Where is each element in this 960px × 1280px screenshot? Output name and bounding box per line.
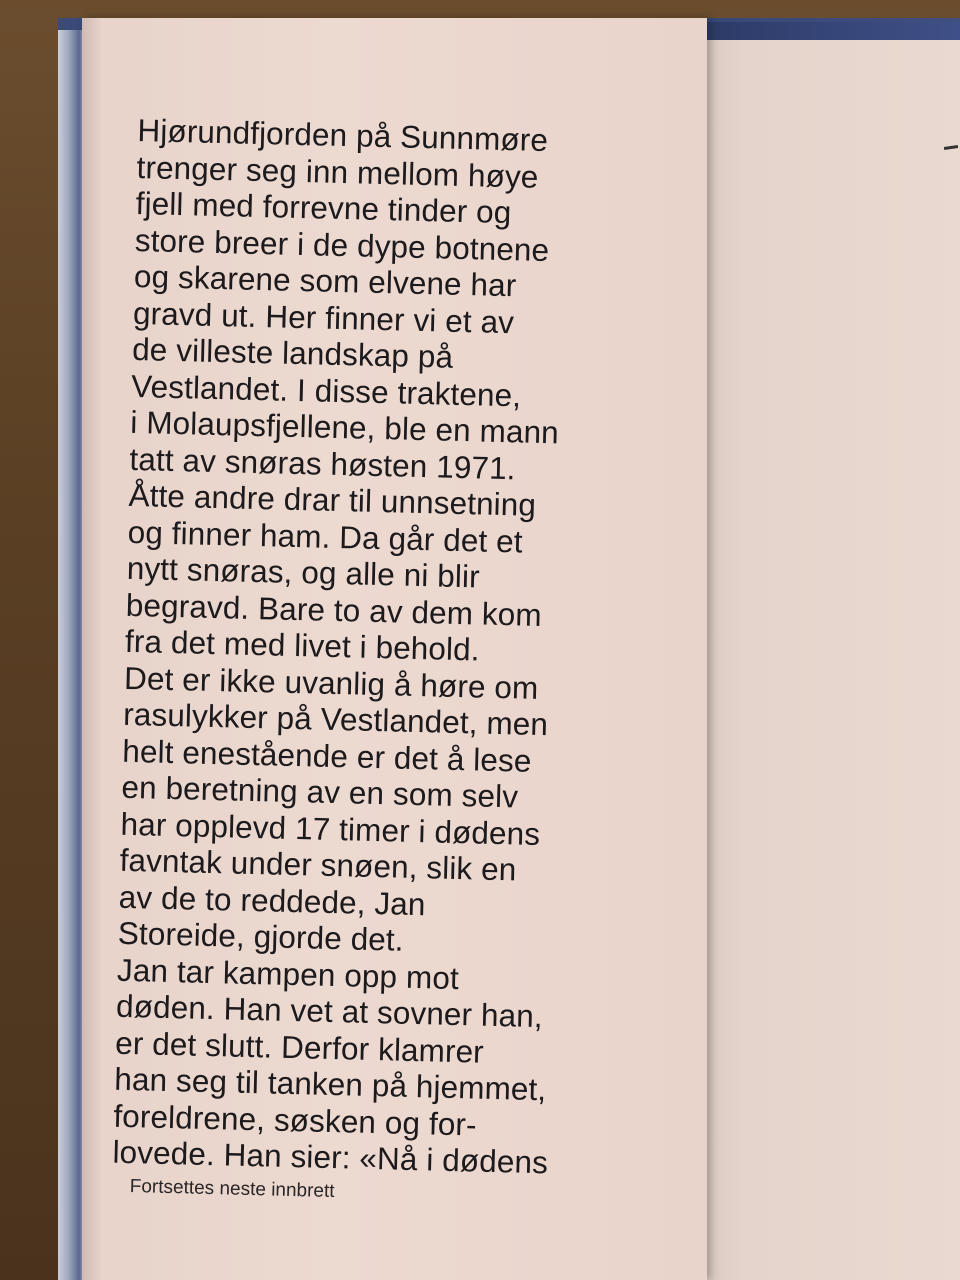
text-line: har opplevd 17 timer i dødens [120,805,541,852]
text-line: Hjørundfjorden på Sunnmøre [137,112,549,159]
continuation-note: Fortsettes neste innbrett [129,1176,335,1202]
text-line: gravd ut. Her finner vi et av [132,294,515,340]
text-line: nytt snøras, og alle ni blir [126,549,481,595]
text-line: trenger seg inn mellom høye [136,148,539,195]
text-line: Det er ikke uvanlig å høre om [123,659,539,706]
text-line: fra det med livet i behold. [124,622,481,668]
text-line: han seg til tanken på hjemmet, [113,1060,547,1108]
text-line: er det slutt. Derfor klamrer [114,1024,485,1070]
text-line: døden. Han vet at sovner han, [115,987,544,1035]
text-line: og finner ham. Da går det et [127,513,524,560]
text-line: tatt av snøras høsten 1971. [129,440,517,486]
text-line: rasulykker på Vestlandet, men [122,695,549,743]
text-line: begravd. Bare to av dem kom [125,586,543,633]
flap-shadow [82,18,102,1280]
text-line: en beretning av en som selv [121,768,519,815]
text-line: av de to reddede, Jan [118,878,427,922]
text-line: foreldrene, søsken og for- [113,1097,478,1143]
text-line: fjell med forrevne tinder og [135,184,512,231]
text-line: Storeide, gjorde det. [117,914,405,958]
text-line: Jan tar kampen opp mot [116,951,460,996]
text-line: de villeste landskap på [131,330,454,375]
text-line: og skarene som elvene har [133,257,517,304]
text-line: favntak under snøen, slik en [119,841,517,888]
text-line: store breer i de dype botnene [134,221,550,268]
flap-text-block [112,112,638,1182]
text-line: Åtte andre drar til unnsetning [128,476,537,523]
text-line: i Molaupsfjellene, ble en mann [129,403,560,451]
text-line: lovede. Han sier: «Nå i dødens [112,1133,549,1181]
text-line: helt enestående er det å lese [121,732,532,779]
right-page [690,40,960,1280]
text-line: Vestlandet. I disse traktene, [130,367,522,413]
